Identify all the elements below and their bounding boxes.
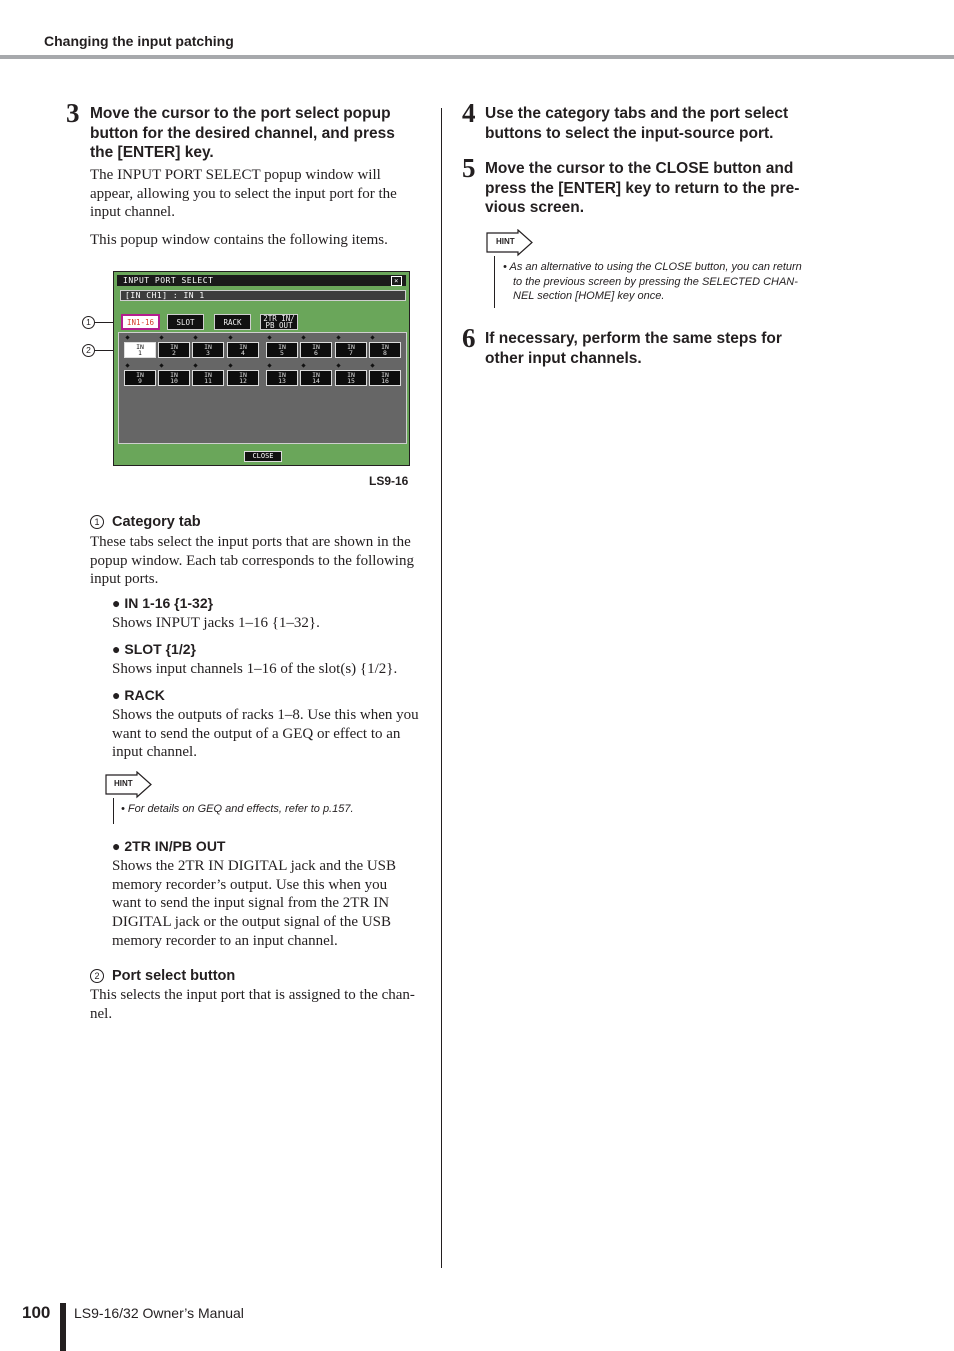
body-line: input channel.: [90, 204, 175, 221]
column-divider: [441, 108, 442, 1268]
port-button-in4[interactable]: [227, 342, 259, 358]
item-2-title: Port select button: [112, 968, 236, 984]
port-number: 7: [349, 349, 353, 357]
body-line: input ports.: [90, 571, 159, 588]
item-2-marker: 2: [90, 969, 104, 983]
body-line: Shows the 2TR IN DIGITAL jack and the USB: [112, 858, 397, 874]
body-line: This selects the input port that is assigned to the chan-: [90, 987, 415, 1003]
port-number: 5: [280, 349, 284, 357]
tab-slot[interactable]: [167, 314, 204, 330]
port-button-in14[interactable]: [300, 370, 332, 386]
port-button-in12[interactable]: [227, 370, 259, 386]
body-line: The INPUT PORT SELECT popup window will: [90, 167, 381, 183]
body-line: input channel.: [112, 744, 197, 761]
close-button[interactable]: CLOSE: [244, 451, 282, 462]
step-6-number: 6: [462, 323, 476, 353]
step-3-number: 3: [66, 98, 80, 128]
item-1-marker: 1: [90, 515, 104, 529]
step-6-title-line: If necessary, perform the same steps for: [485, 330, 782, 347]
tab-2tr-in-pb-out[interactable]: [260, 314, 298, 330]
step-3-title-line: the [ENTER] key.: [90, 144, 214, 161]
port-label: IN: [278, 370, 286, 379]
step-3-title-line: Move the cursor to the port select popup: [90, 105, 391, 122]
port-button-in7[interactable]: [335, 342, 367, 358]
port-number: 14: [312, 377, 320, 385]
hint-text: [503, 260, 823, 304]
item-2-heading: [90, 967, 235, 985]
port-label: IN: [239, 342, 247, 351]
callout-1-marker: 1: [82, 316, 95, 329]
step-5-title-line: vious screen.: [485, 199, 585, 216]
tab-label: RACK: [223, 317, 242, 327]
port-number: 9: [138, 377, 142, 385]
close-icon[interactable]: ×: [391, 276, 402, 286]
channel-label-bar: [120, 290, 406, 301]
bullet-slot-body: Shows input channels 1–16 of the slot(s) {1/2}.: [112, 661, 398, 677]
port-button-in16[interactable]: [369, 370, 401, 386]
bullet-in1-16-title: ● IN 1-16 {1-32}: [112, 595, 214, 611]
bullet-title-text: SLOT {1/2}: [124, 641, 196, 657]
port-label: IN: [204, 342, 212, 351]
port-label: IN: [204, 370, 212, 379]
hint-label: HINT: [496, 237, 515, 246]
port-button-in8[interactable]: [369, 342, 401, 358]
bullet-in1-16-body: Shows INPUT jacks 1–16 {1–32}.: [112, 615, 320, 631]
port-label: IN: [136, 370, 144, 379]
port-button-in3[interactable]: [192, 342, 224, 358]
body-line: memory recorder to an input channel.: [112, 932, 338, 949]
port-number: 6: [314, 349, 318, 357]
step-6-title-line: other input channels.: [485, 349, 642, 367]
page-number: 100: [22, 1303, 51, 1322]
hint-rule: [113, 798, 114, 824]
bullet-2tr-body: [112, 857, 432, 951]
port-number: 8: [383, 349, 387, 357]
tab-label: PB OUT: [265, 321, 293, 330]
channel-label: [IN CH1] : IN 1: [125, 291, 205, 300]
tab-label: SLOT: [176, 317, 195, 327]
hint-text: • For details on GEQ and effects, refer to p.157.: [121, 803, 354, 815]
bullet-title-text: IN 1-16 {1-32}: [124, 595, 214, 611]
callout-2-marker: 2: [82, 344, 95, 357]
body-line: nel.: [90, 1005, 113, 1022]
body-line: DIGITAL jack or the output signal of the USB: [112, 914, 392, 931]
port-button-in9[interactable]: [124, 370, 156, 386]
port-label: IN: [312, 342, 320, 351]
port-label: IN: [278, 342, 286, 351]
step-3-body-2: This popup window contains the following items.: [90, 232, 388, 248]
port-label: IN: [381, 342, 389, 351]
step-5-number: 5: [462, 153, 476, 183]
step-5-title: [485, 159, 825, 218]
step-3-title: [90, 104, 430, 163]
port-number: 12: [239, 377, 247, 385]
step-5-title-line: press the [ENTER] key to return to the pre-: [485, 179, 800, 197]
item-2-body: [90, 986, 430, 1023]
hint-line: to the previous screen by pressing the SELECTED CHAN-: [513, 275, 798, 288]
port-number: 3: [206, 349, 210, 357]
figure-caption: LS9-16: [369, 474, 409, 488]
body-line: appear, allowing you to select the input port for the: [90, 185, 397, 202]
bullet-title-text: RACK: [124, 687, 165, 703]
hint-line: • As an alternative to using the CLOSE button, you can return: [503, 261, 802, 273]
screen-titlebar: [117, 275, 406, 286]
hint-line: NEL section [HOME] key once.: [513, 290, 665, 302]
port-label: IN: [170, 342, 178, 351]
manual-title: LS9-16/32 Owner’s Manual: [74, 1305, 244, 1321]
tab-label: IN1-16: [126, 317, 155, 327]
step-6-title: [485, 329, 825, 368]
port-number: 2: [172, 349, 176, 357]
body-line: want to send the input signal from the 2TR IN: [112, 895, 390, 912]
port-button-in15[interactable]: [335, 370, 367, 386]
port-number: 4: [241, 349, 245, 357]
port-label: IN: [381, 370, 389, 379]
port-button-in1[interactable]: [124, 342, 156, 358]
port-label: IN: [136, 342, 144, 351]
port-label: IN: [312, 370, 320, 379]
port-number: 10: [170, 377, 178, 385]
port-button-in13[interactable]: [266, 370, 298, 386]
step-5-title-line: Move the cursor to the CLOSE button and: [485, 160, 794, 177]
bullet-rack-body: [112, 706, 432, 762]
port-number: 11: [204, 377, 212, 385]
item-1-title: Category tab: [112, 514, 201, 530]
body-line: These tabs select the input ports that are shown in the: [90, 534, 411, 550]
hint-label: HINT: [114, 779, 133, 788]
bullet-2tr-title: ● 2TR IN/PB OUT: [112, 838, 226, 854]
hint-rule: [494, 256, 495, 308]
running-header: Changing the input patching: [44, 33, 234, 49]
step-4-number: 4: [462, 98, 476, 128]
step-4-title-line: Use the category tabs and the port select: [485, 105, 789, 122]
port-button-in2[interactable]: [158, 342, 190, 358]
item-1-body: [90, 533, 430, 589]
bullet-title-text: 2TR IN/PB OUT: [124, 838, 226, 854]
port-label: IN: [347, 342, 355, 351]
item-1-heading: [90, 513, 201, 531]
header-rule: [0, 55, 954, 59]
port-button-in5[interactable]: [266, 342, 298, 358]
body-line: Shows the outputs of racks 1–8. Use this when you: [112, 707, 419, 723]
port-number: 1: [138, 349, 142, 357]
port-number: 16: [381, 377, 389, 385]
body-line: memory recorder’s output. Use this when you: [112, 876, 388, 893]
port-label: IN: [347, 370, 355, 379]
port-number: 15: [347, 377, 355, 385]
port-label: IN: [170, 370, 178, 379]
tab-rack[interactable]: [214, 314, 251, 330]
step-4-title-line: buttons to select the input-source port.: [485, 124, 774, 142]
port-number: 13: [278, 377, 286, 385]
port-label: IN: [239, 370, 247, 379]
port-button-in10[interactable]: [158, 370, 190, 386]
screen-title: INPUT PORT SELECT: [123, 276, 214, 285]
input-port-select-screen: [113, 271, 410, 466]
port-button-in11[interactable]: [192, 370, 224, 386]
footer-bar: [60, 1303, 66, 1351]
step-3-body: [90, 166, 430, 222]
bullet-slot-title: ● SLOT {1/2}: [112, 641, 196, 657]
tab-in1-16[interactable]: [121, 314, 160, 330]
tab-label: 2TR IN/: [263, 314, 295, 323]
bullet-rack-title: ● RACK: [112, 687, 165, 703]
step-4-title: [485, 104, 825, 143]
body-line: want to send the output of a GEQ or effect to an: [112, 725, 401, 742]
step-3-title-line: button for the desired channel, and press: [90, 124, 395, 142]
port-button-in6[interactable]: [300, 342, 332, 358]
body-line: popup window. Each tab corresponds to the following: [90, 552, 414, 569]
